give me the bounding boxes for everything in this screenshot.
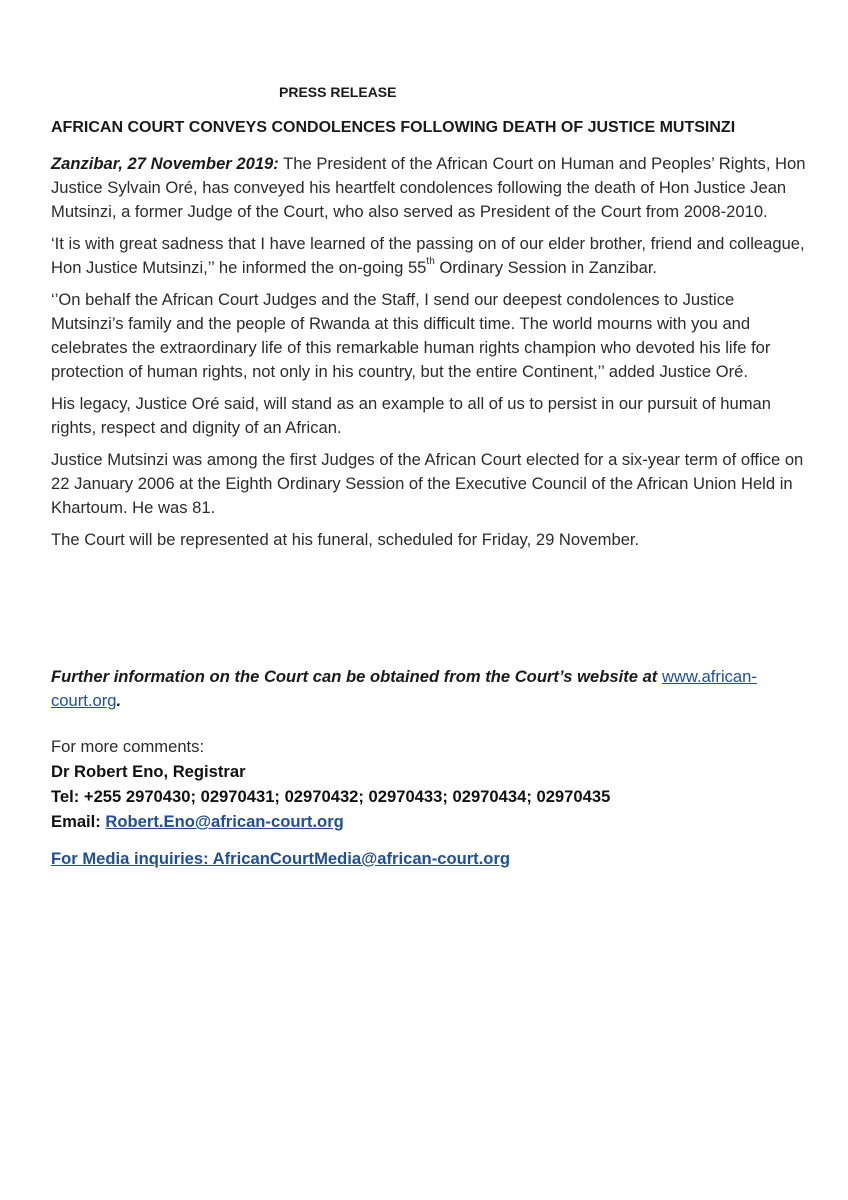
paragraph-quote-1-text: ‘It is with great sadness that I have learned of the passing on of our elder brother, friend and colleague, Hon Justice Mutsinzi,’’ he informed the on-going 55	[51, 234, 805, 277]
media-email: AfricanCourtMedia@african-court.org	[212, 849, 511, 868]
document-label: PRESS RELEASE	[279, 84, 397, 100]
further-info-end: .	[116, 691, 122, 710]
contact-name: Dr Robert Eno, Registrar	[51, 762, 246, 781]
media-inquiries-link[interactable]	[51, 849, 510, 868]
paragraph-intro	[51, 152, 806, 224]
paragraph-legacy: His legacy, Justice Oré said, will stand as an example to all of us to persist in our pursuit of human rights, respect and dignity of an African.	[51, 394, 772, 437]
contact-block	[51, 734, 610, 834]
website-link[interactable]: www.african-court.org	[51, 667, 757, 710]
contact-email-label: Email:	[51, 812, 106, 831]
ordinal-suffix: th	[426, 256, 435, 268]
paragraph-quote-1-tail: Ordinary Session in Zanzibar.	[434, 258, 658, 277]
media-inquiries	[51, 849, 510, 869]
paragraph-biography: Justice Mutsinzi was among the first Judges of the African Court elected for a six-year term of office on 22 January 2006 at the Eighth Ordinary Session of the Executive Council of the African Union Held in Khartoum. He was 81.	[51, 450, 804, 517]
headline: AFRICAN COURT CONVEYS CONDOLENCES FOLLOWING DEATH OF JUSTICE MUTSINZI	[51, 119, 736, 136]
further-info	[51, 665, 806, 713]
paragraph-quote-2: ‘’On behalf the African Court Judges and the Staff, I send our deepest condolences to Justice Mutsinzi’s family and the people of Rwanda at this difficult time. The world mourns with you and celebrates the extraordinary life of this remarkable human rights champion who devoted his life for protection of human rights, not only in his country, but the entire Continent,’’ added Justice Oré.	[51, 290, 771, 381]
paragraph-quote-1	[51, 232, 806, 280]
paragraph-intro-text: The President of the African Court on Human and Peoples’ Rights, Hon Justice Sylvain Oré, has conveyed his heartfelt condolences following the death of Hon Justice Jean Mutsinzi, a former Judge of the Court, who also served as President of the Court from 2008-2010.	[51, 154, 806, 221]
further-info-text: Further information on the Court can be obtained from the Court’s website at	[51, 667, 662, 686]
media-label: For Media inquiries:	[51, 849, 213, 868]
paragraph-funeral: The Court will be represented at his funeral, scheduled for Friday, 29 November.	[51, 530, 640, 549]
contact-email-link[interactable]: Robert.Eno@african-court.org	[105, 812, 344, 831]
dateline: Zanzibar, 27 November 2019:	[51, 154, 279, 173]
contact-intro: For more comments:	[51, 737, 205, 756]
press-release-body	[51, 152, 806, 552]
contact-tel: Tel: +255 2970430; 02970431; 02970432; 02970433; 02970434; 02970435	[51, 787, 611, 806]
